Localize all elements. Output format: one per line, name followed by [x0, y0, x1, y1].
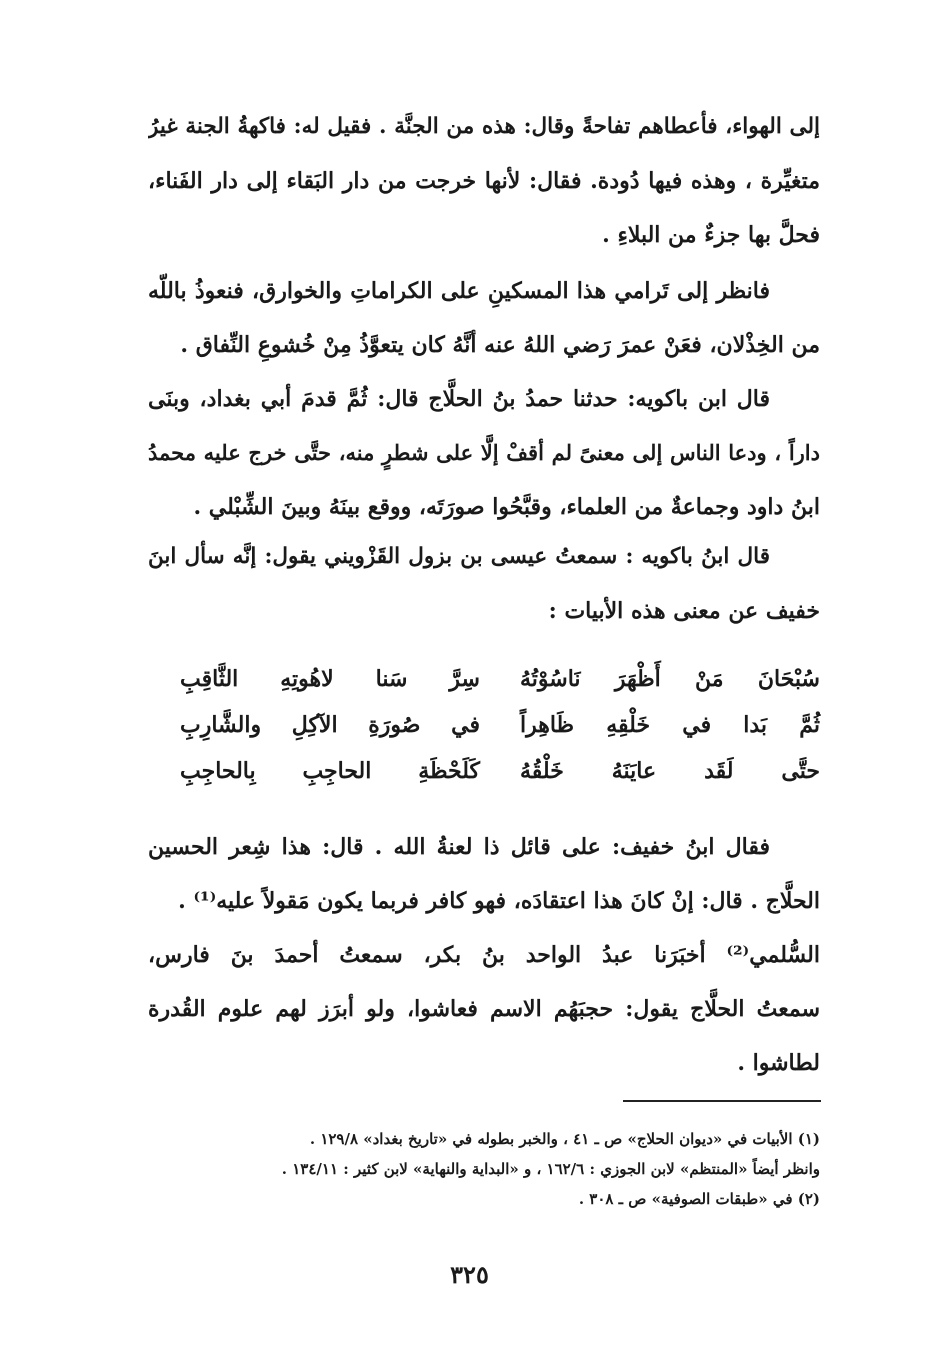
text-line: فقال ابنُ خفيف: على قائل ذا لعنةُ الله . قال: هذا شِعر الحسين — [148, 834, 770, 860]
paragraph-1 — [148, 100, 820, 262]
verse-row — [180, 702, 820, 748]
footnotes — [160, 1124, 820, 1214]
text-line: داراً ، ودعا الناس إلى معنىً لم أقفْ إلَّا على شطرٍ منه، حتَّى خرج عليه محمدُ — [148, 440, 820, 465]
footnote-line: (١) الأبيات في «ديوان الحلاج» ص ـ ٤١ ، والخبر بطوله في «تاريخ بغداد» ١٢٩/٨ . — [309, 1130, 820, 1148]
verse-first-hemistich: ثُمَّ بَدا في خَلْقِهِ ظَاهِراً — [520, 712, 820, 738]
paragraph-3 — [148, 372, 820, 534]
footnote-separator — [623, 1100, 821, 1102]
paragraph-6 — [148, 928, 820, 1090]
paragraph-2 — [148, 264, 820, 372]
text-line: متغيِّرة ، وهذه فيها دُودة. فقال: لأنها خرجت من دار البَقاء إلى دار الفَناء، — [148, 168, 820, 194]
paragraph-4 — [148, 530, 820, 638]
text-line: فانظر إلى تَرامي هذا المسكينِ على الكراماتِ والخوارق، فنعوذُ باللّه — [148, 278, 770, 304]
verse-row — [180, 656, 820, 702]
page-number: ٣٢٥ — [450, 1260, 489, 1289]
verse-second-hemistich: كَلَحْظَةِ الحاجِبِ بِالحاجِبِ — [180, 758, 480, 784]
text-line: من الخِذْلان، فعَنْ عمرَ رَضي اللهُ عنه أنَّهُ كان يتعوَّذُ مِنْ خُشوعِ النِّفاق . — [180, 332, 820, 358]
text-line: سمعتُ الحلَّاج يقول: حجبَهُم الاسم فعاشوا، ولو أبرَز لهم علوم القُدرة — [148, 996, 820, 1022]
text-line: السُّلمي⁽²⁾ أخبَرَنا عبدُ الواحد بنُ بكر، سمعتُ أحمدَ بنَ فارس، — [148, 942, 820, 968]
footnote-line: (٢) في «طبقات الصوفية» ص ـ ٣٠٨ . — [578, 1190, 820, 1208]
text-line: فحلَّ بها جزءٌ من البلاءِ . — [602, 222, 820, 248]
text-line: قال ابنُ باكويه : سمعتُ عيسى بن بزول القَزْويني يقول: إنَّه سأل ابنَ — [148, 544, 770, 569]
verse-second-hemistich: سِرَّ سَنا لاهُوتِهِ الثَّاقِبِ — [180, 666, 480, 692]
text-line: ابنُ داود وجماعةٌ من العلماء، وقبَّحُوا صورَتَه، ووقع بينَهُ وبينَ الشِّبْلي . — [193, 494, 820, 520]
text-line: إلى الهواء، فأعطاهم تفاحةً وقال: هذه من الجنَّة . فقيل له: فاكهةُ الجنة غيرُ — [148, 114, 820, 139]
verse-row — [180, 748, 820, 794]
verse-first-hemistich: حتَّى لَقَد عايَنَهُ خَلْقُهُ — [520, 758, 820, 784]
text-line: لطاشوا . — [737, 1050, 820, 1076]
paragraph-5 — [148, 820, 820, 928]
verse-first-hemistich: سُبْحَانَ مَنْ أَظْهَرَ نَاسُوْتُهُ — [520, 666, 820, 692]
text-line: الحلَّاج . قال: إنْ كانَ هذا اعتقادَه، فهو كافر فربما يكون مَقولاً عليه⁽¹⁾ . — [178, 888, 820, 914]
poem-verses — [180, 656, 820, 794]
footnote-line: وانظر أيضاً «المنتظم» لابن الجوزي : ١٦٢/٦ ، و «البداية والنهاية» لابن كثير : ١٣٤/١١ . — [281, 1160, 820, 1178]
text-line: خفيف عن معنى هذه الأبيات : — [548, 598, 820, 624]
verse-second-hemistich: في صُورَةِ الآكِلِ والشَّارِبِ — [180, 712, 480, 738]
text-line: قال ابن باكويه: حدثنا حمدُ بنُ الحلَّاج قال: ثُمَّ قدمَ أبي بغداد، وبنَى — [148, 386, 770, 412]
